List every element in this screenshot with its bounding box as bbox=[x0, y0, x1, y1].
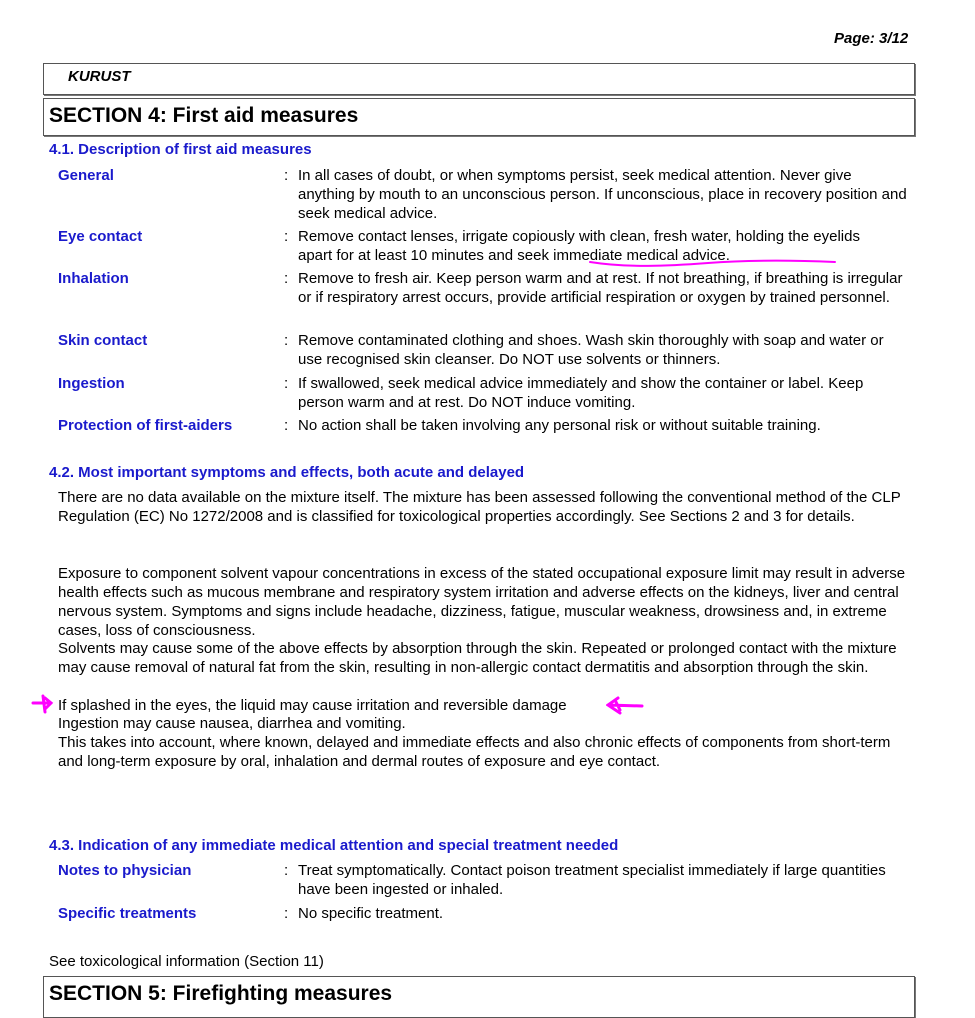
row-colon: : bbox=[284, 862, 289, 879]
row-value: In all cases of doubt, or when symptoms persist, seek medical attention. Never give anything by mouth to an unconscious person. If unconscious, place in recovery position and seek medical advice. bbox=[298, 167, 907, 222]
row-label: Ingestion bbox=[58, 375, 125, 392]
paragraph-eye-splash: If splashed in the eyes, the liquid may cause irritation and reversible damage bbox=[58, 697, 567, 714]
paragraph-ingestion: Ingestion may cause nausea, diarrhea and vomiting. bbox=[58, 715, 406, 732]
magenta-underline-annotation bbox=[588, 256, 838, 272]
row-colon: : bbox=[284, 417, 289, 434]
row-value: If swallowed, seek medical advice immediately and show the container or label. Keep person warm and at rest. Do NOT induce vomiting. bbox=[298, 375, 864, 411]
row-colon: : bbox=[284, 167, 289, 184]
row-value: No specific treatment. bbox=[298, 905, 444, 922]
section-4-header bbox=[43, 98, 915, 136]
magenta-right-arrow-annotation bbox=[606, 696, 646, 718]
row-colon: : bbox=[284, 905, 289, 922]
magenta-left-arrow-annotation bbox=[31, 694, 55, 716]
row-value: Treat symptomatically. Contact poison treatment specialist immediately if large quantities have been ingested or inhaled. bbox=[298, 862, 886, 898]
row-colon: : bbox=[284, 332, 289, 349]
section-5-title: SECTION 5: Firefighting measures bbox=[49, 982, 393, 1005]
row-label: Protection of first-aiders bbox=[58, 417, 233, 434]
section-4-title: SECTION 4: First aid measures bbox=[49, 104, 359, 127]
subsection-4-1-heading: 4.1. Description of first aid measures bbox=[49, 141, 312, 158]
row-label: Notes to physician bbox=[58, 862, 192, 879]
paragraph-solvents: Solvents may cause some of the above effects by absorption through the skin. Repeated or prolonged contact with the mixture may cause removal of natural fat from the skin, resulting in non-allergic contact dermatitis and absorption through the skin. bbox=[58, 640, 897, 676]
product-header-box bbox=[43, 63, 915, 95]
row-label: Skin contact bbox=[58, 332, 148, 349]
row-colon: : bbox=[284, 270, 289, 287]
row-colon: : bbox=[284, 228, 289, 245]
paragraph-effects-summary: This takes into account, where known, delayed and immediate effects and also chronic effects of components from short-term and long-term exposure by oral, inhalation and dermal routes of exposure and eye contact. bbox=[58, 734, 891, 770]
row-value: Remove to fresh air. Keep person warm and at rest. If not breathing, if breathing is irregular or if respiratory arrest occurs, provide artificial respiration or oxygen by trained personnel. bbox=[298, 270, 903, 306]
toxicological-reference-note: See toxicological information (Section 11) bbox=[49, 953, 324, 970]
row-value: Remove contact lenses, irrigate copiously with clean, fresh water, holding the eyelids apart for at least 10 minutes and seek immediate medical advice. bbox=[298, 228, 860, 264]
paragraph-exposure: Exposure to component solvent vapour concentrations in excess of the stated occupational exposure limit may result in adverse health effects such as mucous membrane and respiratory system irritation and adverse effects on the kidneys, liver and central nervous system. Symptoms and signs include headache, dizziness, fatigue, muscular weakness, drowsiness and, in extreme cases, loss of consciousness. bbox=[58, 565, 906, 639]
row-label: Specific treatments bbox=[58, 905, 197, 922]
row-label: Inhalation bbox=[58, 270, 129, 287]
row-label: General bbox=[58, 167, 114, 184]
product-name: KURUST bbox=[68, 68, 131, 85]
page-number: Page: 3/12 bbox=[834, 30, 909, 47]
section-5-header bbox=[43, 976, 915, 1018]
row-value: No action shall be taken involving any personal risk or without suitable training. bbox=[298, 417, 821, 434]
row-label: Eye contact bbox=[58, 228, 143, 245]
row-value: Remove contaminated clothing and shoes. Wash skin thoroughly with soap and water or use recognised skin cleanser. Do NOT use solvents or thinners. bbox=[298, 332, 884, 368]
subsection-4-2-heading: 4.2. Most important symptoms and effects, both acute and delayed bbox=[49, 464, 525, 481]
row-colon: : bbox=[284, 375, 289, 392]
subsection-4-3-heading: 4.3. Indication of any immediate medical attention and special treatment needed bbox=[49, 837, 619, 854]
paragraph-mixture-assessment: There are no data available on the mixture itself. The mixture has been assessed following the conventional method of the CLP Regulation (EC) No 1272/2008 and is classified for toxicological properties accordingly. See Sections 2 and 3 for details. bbox=[58, 489, 901, 525]
